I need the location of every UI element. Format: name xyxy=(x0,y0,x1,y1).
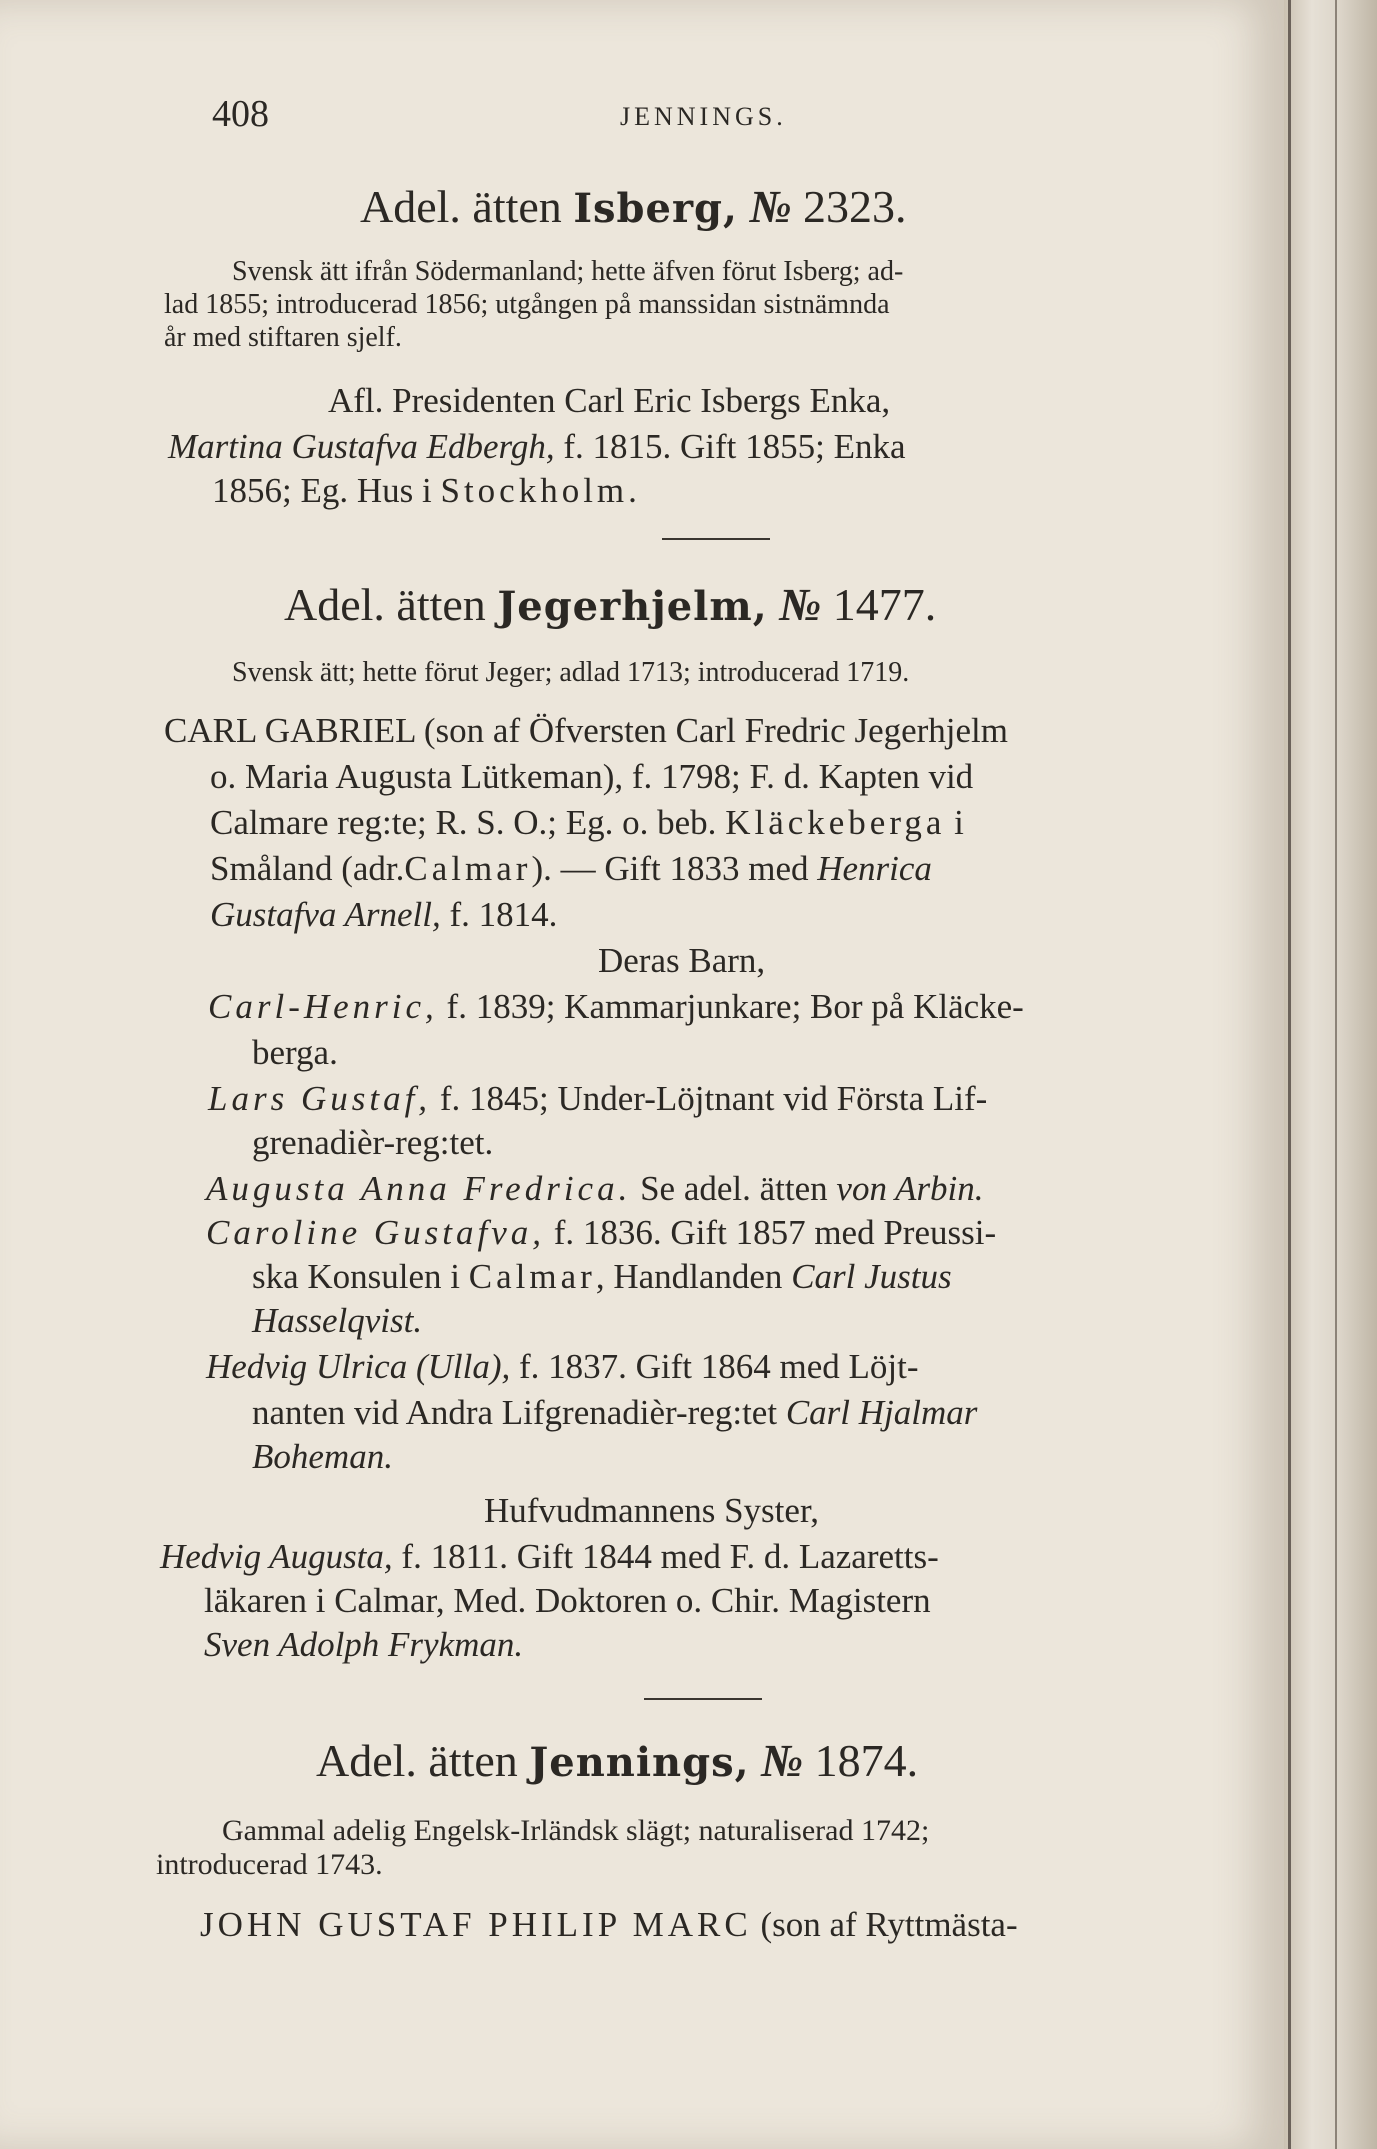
child-entry xyxy=(206,1210,996,1255)
entry-text: Calmare reg:te; R. S. O.; Eg. o. beb. xyxy=(210,803,717,842)
intro-line: år med stiftaren sjelf. xyxy=(164,322,402,353)
nobility-number: 1477. xyxy=(832,579,937,630)
person-name: Boheman. xyxy=(252,1437,393,1476)
person-name: Hedvig Augusta, xyxy=(160,1537,393,1576)
spine-shadow-line xyxy=(1288,0,1291,2149)
person-name: Caroline Gustafva, xyxy=(206,1213,546,1252)
heading-prefix: Adel. ätten xyxy=(284,579,486,630)
family-name: Jennings, xyxy=(529,1739,750,1786)
child-entry xyxy=(208,1076,987,1121)
entry-text: i xyxy=(954,803,964,842)
family-name: Jegerhjelm, xyxy=(497,583,768,630)
child-entry xyxy=(206,1166,984,1211)
entry-line: läkaren i Calmar, Med. Doktoren o. Chir. Magistern xyxy=(204,1581,931,1620)
entry-text: ). — Gift 1833 med xyxy=(531,849,809,888)
family-name: Isberg, xyxy=(573,185,738,232)
book-spine xyxy=(1284,0,1377,2149)
child-entry xyxy=(208,984,1024,1029)
section-heading-isberg xyxy=(360,180,907,233)
number-sign: № xyxy=(749,181,792,232)
spine-edge-line xyxy=(1335,0,1337,2149)
person-name: Carl Hjalmar xyxy=(785,1393,978,1432)
person-name: Gustafva Arnell, xyxy=(210,895,441,934)
place-name: Kläckeberga xyxy=(725,803,946,842)
person-name: Lars Gustaf, xyxy=(208,1079,432,1118)
entry-line xyxy=(252,1254,952,1299)
intro-line: Svensk ätt ifrån Södermanland; hette äfven förut Isberg; ad- xyxy=(232,256,904,287)
entry-text: f. 1836. Gift 1857 med Preussi- xyxy=(553,1213,997,1252)
entry-line xyxy=(210,846,932,891)
heading-prefix: Adel. ätten xyxy=(316,1735,518,1786)
section-divider xyxy=(662,538,770,540)
heading-prefix: Adel. ätten xyxy=(360,181,562,232)
intro-line: Gammal adelig Engelsk-Irländsk slägt; naturaliserad 1742; xyxy=(222,1814,930,1847)
section-heading-jegerhjelm xyxy=(284,578,936,631)
person-name: Augusta Anna Fredrica. xyxy=(206,1169,632,1208)
page-number: 408 xyxy=(212,93,269,135)
subheading-children: Deras Barn, xyxy=(598,941,766,980)
entry-text: nanten vid Andra Lifgrenadièr-reg:tet xyxy=(252,1393,778,1432)
person-name: Carl Justus xyxy=(791,1257,952,1296)
section-heading-jennings xyxy=(316,1734,918,1787)
place-name: Stockholm. xyxy=(440,471,641,510)
entry-text: f. 1845; Under-Löjtnant vid Första Lif- xyxy=(439,1079,988,1118)
entry-line: o. Maria Augusta Lütkeman), f. 1798; F. d. Kapten vid xyxy=(210,757,974,796)
intro-line: introducerad 1743. xyxy=(156,1848,383,1881)
entry-text: Småland (adr. xyxy=(210,849,405,888)
child-entry xyxy=(206,1344,919,1389)
number-sign: № xyxy=(779,579,822,630)
person-name: Hasselqvist. xyxy=(252,1301,423,1340)
entry-text: Se adel. ätten xyxy=(640,1169,828,1208)
entry-text: f. 1839; Kammarjunkare; Bor på Kläcke- xyxy=(446,987,1024,1026)
intro-line: lad 1855; introducerad 1856; utgången på manssidan sistnämnda xyxy=(164,289,890,320)
entry-line: CARL GABRIEL (son af Öfversten Carl Fredric Jegerhjelm xyxy=(164,711,1008,750)
person-name: Hedvig Ulrica (Ulla), xyxy=(206,1347,511,1386)
entry-line xyxy=(252,1390,977,1435)
person-name: Sven Adolph Frykman. xyxy=(204,1625,524,1664)
intro-line: Svensk ätt; hette förut Jeger; adlad 1713; introducerad 1719. xyxy=(232,657,910,688)
entry-line xyxy=(200,1902,1018,1947)
entry-line xyxy=(168,424,906,469)
person-name: JOHN GUSTAF PHILIP MARC xyxy=(200,1905,752,1944)
sister-entry xyxy=(160,1534,939,1579)
person-name: Martina Gustafva Edbergh, xyxy=(168,427,555,466)
subheading-sister: Hufvudmannens Syster, xyxy=(484,1491,819,1530)
person-name: Carl-Henric, xyxy=(208,987,438,1026)
entry-text: f. 1837. Gift 1864 med Löjt- xyxy=(518,1347,919,1386)
entry-text: , Handlanden xyxy=(595,1257,783,1296)
entry-line xyxy=(210,892,557,937)
section-divider xyxy=(644,1698,762,1700)
number-sign: № xyxy=(761,1735,804,1786)
nobility-number: 1874. xyxy=(814,1735,919,1786)
family-reference: von Arbin. xyxy=(836,1169,984,1208)
entry-line: berga. xyxy=(252,1033,338,1072)
entry-text: f. 1814. xyxy=(449,895,558,934)
entry-line xyxy=(210,800,964,845)
entry-text: 1856; Eg. Hus i xyxy=(212,471,432,510)
entry-line: Afl. Presidenten Carl Eric Isbergs Enka, xyxy=(328,381,891,420)
entry-text: f. 1811. Gift 1844 med F. d. Lazaretts- xyxy=(401,1537,939,1576)
entry-text: ska Konsulen i xyxy=(252,1257,461,1296)
nobility-number: 2323. xyxy=(803,181,907,232)
place-name: Calmar xyxy=(468,1257,596,1296)
entry-text: f. 1815. Gift 1855; Enka xyxy=(563,427,906,466)
entry-text: (son af Ryttmästa- xyxy=(760,1905,1018,1944)
entry-line xyxy=(212,468,641,513)
entry-line: grenadièr-reg:tet. xyxy=(252,1123,494,1162)
place-name: Calmar xyxy=(404,849,532,888)
person-name: Henrica xyxy=(817,849,932,888)
running-head: JENNINGS. xyxy=(620,102,787,131)
